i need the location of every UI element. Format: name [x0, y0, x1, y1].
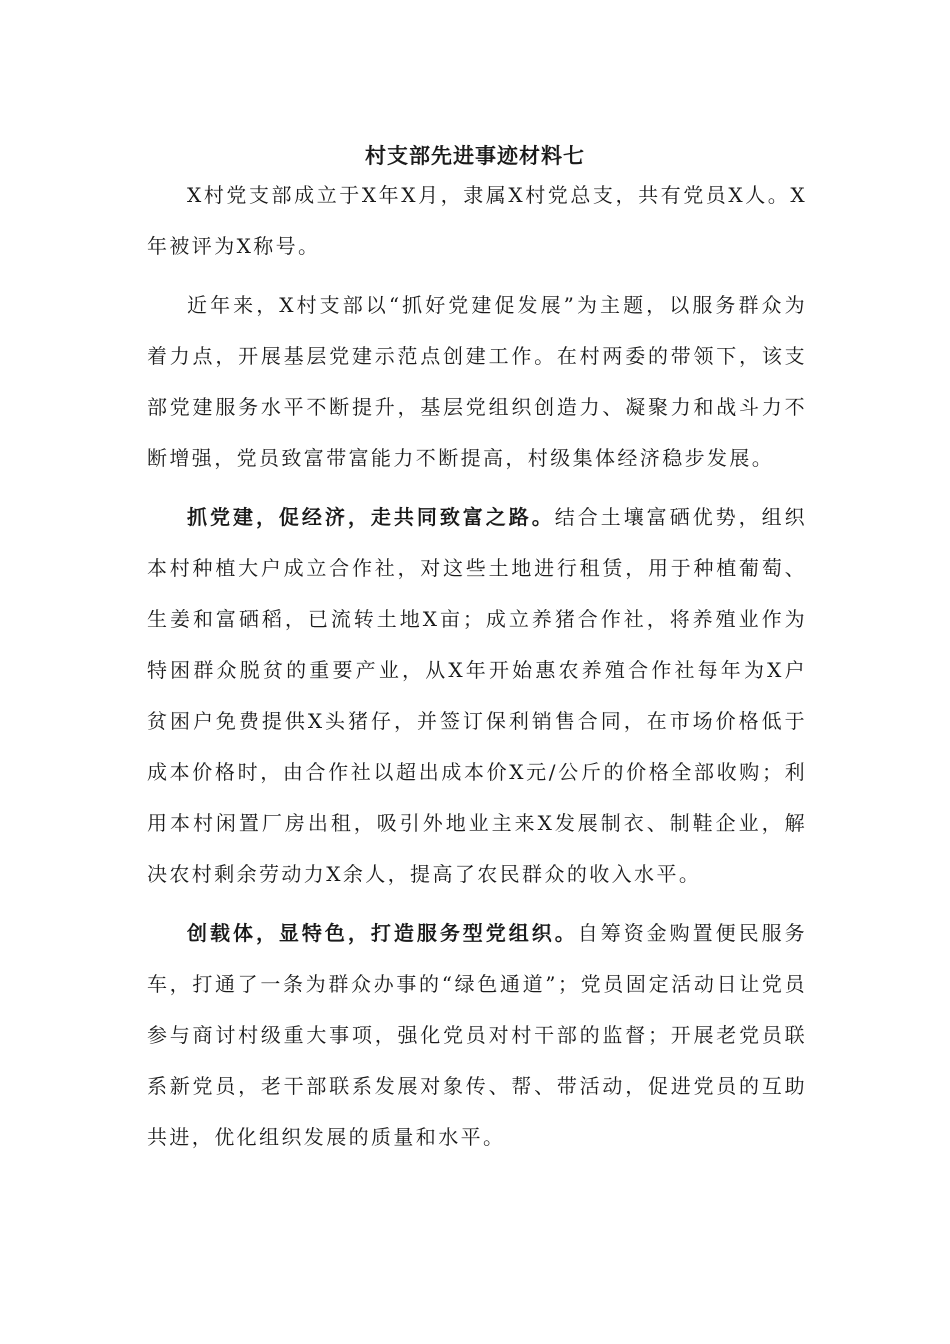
- paragraph-text: 结合土壤富硒优势，组织本村种植大户成立合作社，对这些土地进行租赁，用于种植葡萄、生姜和富硒稻，已流转土地X亩；成立养猪合作社，将养殖业作为特困群众脱贫的重要产业，从X年开始惠农养殖合作社每年为X户贫困户免费提供X头猪仔，并签订保利销售合同，在市场价格低于成本价格时，由合作社以超出成本价X元/公斤的价格全部收购；利用本村闲置厂房出租，吸引外地业主来X发展制衣、制鞋企业，解决农村剩余劳动力X余人，提高了农民群众的收入水平。: [147, 505, 807, 886]
- paragraph-text: 近年来，X村支部以“抓好党建促发展”为主题，以服务群众为着力点，开展基层党建示范点创建工作。在村两委的带领下，该支部党建服务水平不断提升，基层党组织创造力、凝聚力和战斗力不断增强，党员致富带富能力不断提高，村级集体经济稳步发展。: [147, 293, 807, 470]
- document-title: 村支部先进事迹材料七: [365, 143, 585, 168]
- paragraph-lead-heading: 抓党建，促经济，走共同致富之路。: [187, 505, 555, 529]
- paragraph-text: 自筹资金购置便民服务车，打通了一条为群众办事的“绿色通道”；党员固定活动日让党员参与商讨村级重大事项，强化党员对村干部的监督；开展老党员联系新党员，老干部联系发展对象传、帮、带活动，促进党员的互助共进，优化组织发展的质量和水平。: [147, 921, 807, 1149]
- paragraph-overview: [147, 280, 807, 484]
- paragraph-service: [147, 908, 807, 1163]
- document-body: [147, 170, 807, 1163]
- paragraph-economy: [147, 492, 807, 900]
- paragraph-text: X村党支部成立于X年X月，隶属X村党总支，共有党员X人。X年被评为X称号。: [147, 183, 807, 258]
- paragraph-lead-heading: 创载体，显特色，打造服务型党组织。: [187, 921, 578, 945]
- paragraph-intro: [147, 170, 807, 272]
